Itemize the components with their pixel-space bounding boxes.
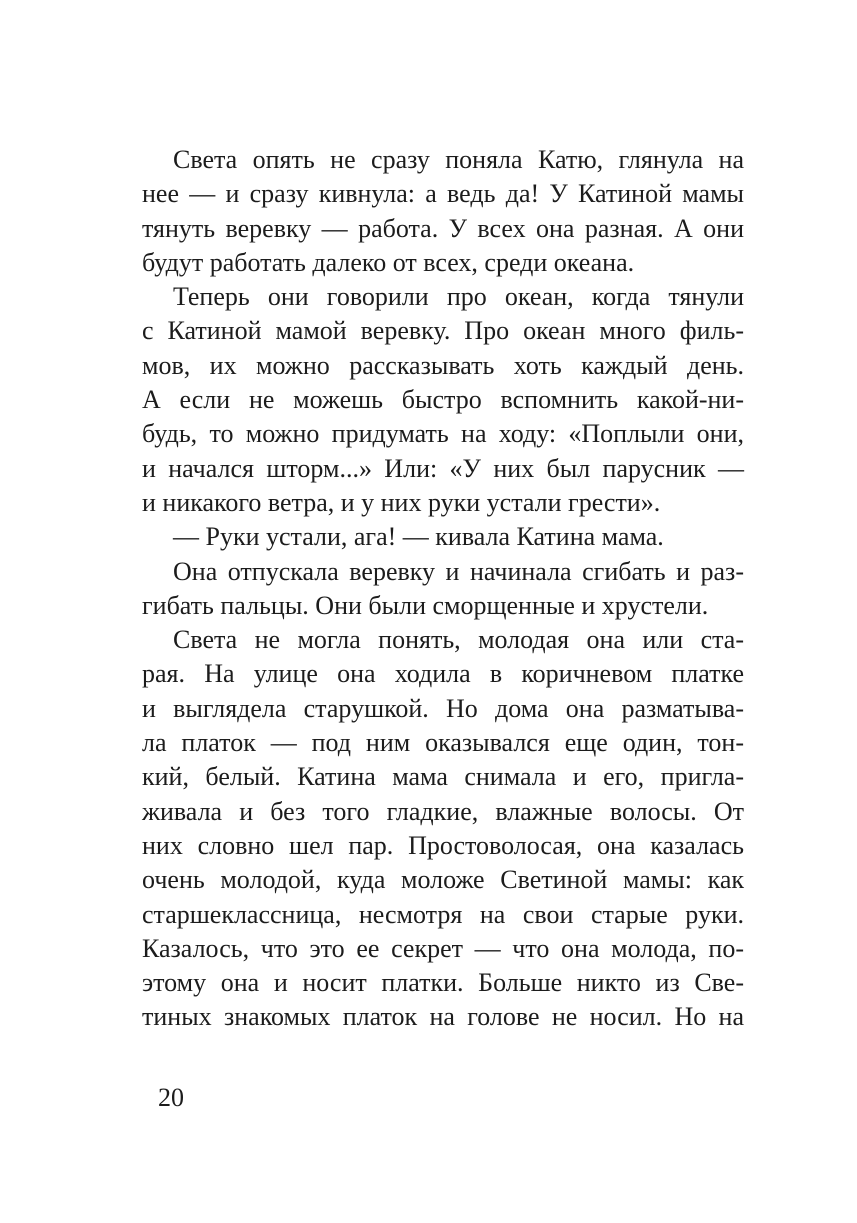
paragraph bbox=[142, 623, 744, 1035]
text-line: них словно шел пар. Простоволосая, она казалась bbox=[142, 830, 744, 860]
text-line: рая. На улице она ходила в коричневом платке bbox=[142, 659, 744, 689]
text-line: тиных знакомых платок на голове не носил. Но на bbox=[142, 1002, 744, 1032]
text-line: и никакого ветра, и у них руки устали грести». bbox=[142, 487, 661, 517]
text-line: старшеклассница, несмотря на свои старые руки. bbox=[142, 899, 744, 929]
text-line: Теперь они говорили про океан, когда тянули bbox=[173, 282, 744, 312]
text-line: мов, их можно рассказывать хоть каждый день. bbox=[142, 350, 744, 380]
text-line: будь, то можно придумать на ходу: «Поплыли они, bbox=[142, 419, 744, 449]
text-line: Света опять не сразу поняла Катю, глянула на bbox=[173, 145, 744, 174]
text-line: А если не можешь быстро вспомнить какой-ни- bbox=[142, 385, 744, 415]
text-line: с Катиной мамой веревку. Про океан много филь- bbox=[142, 316, 744, 346]
text-line: и начался шторм...» Или: «У них был парусник — bbox=[142, 453, 744, 483]
text-line: гибать пальцы. Они были сморщенные и хрустели. bbox=[142, 590, 709, 620]
text-line: Казалось, что это ее секрет — что она молода, по- bbox=[142, 933, 744, 963]
paragraph bbox=[142, 143, 744, 280]
text-line: кий, белый. Катина мама снимала и его, пригла- bbox=[142, 762, 744, 792]
text-line: этому она и носит платки. Больше никто из Све- bbox=[142, 968, 744, 998]
paragraph bbox=[142, 555, 744, 624]
text-line: ла платок — под ним оказывался еще один, тон- bbox=[142, 728, 744, 758]
page-text bbox=[142, 143, 744, 1035]
text-line: — Руки устали, ага! — кивала Катина мама. bbox=[173, 522, 664, 552]
paragraph bbox=[142, 520, 744, 554]
text-line: тянуть веревку — работа. У всех она разная. А они bbox=[142, 213, 744, 243]
text-line: будут работать далеко от всех, среди океана. bbox=[142, 247, 635, 277]
text-line: очень молодой, куда моложе Светиной мамы: как bbox=[142, 865, 744, 895]
page-number: 20 bbox=[158, 1083, 184, 1112]
text-line: живала и без того гладкие, влажные волосы. От bbox=[142, 796, 744, 826]
text-line: Она отпускала веревку и начинала сгибать и раз- bbox=[173, 556, 744, 586]
text-line: нее — и сразу кивнула: а ведь да! У Катиной мамы bbox=[142, 179, 744, 209]
text-line: и выглядела старушкой. Но дома она разматыва- bbox=[142, 693, 744, 723]
paragraph bbox=[142, 280, 744, 520]
text-line: Света не могла понять, молодая она или ста- bbox=[173, 625, 744, 655]
